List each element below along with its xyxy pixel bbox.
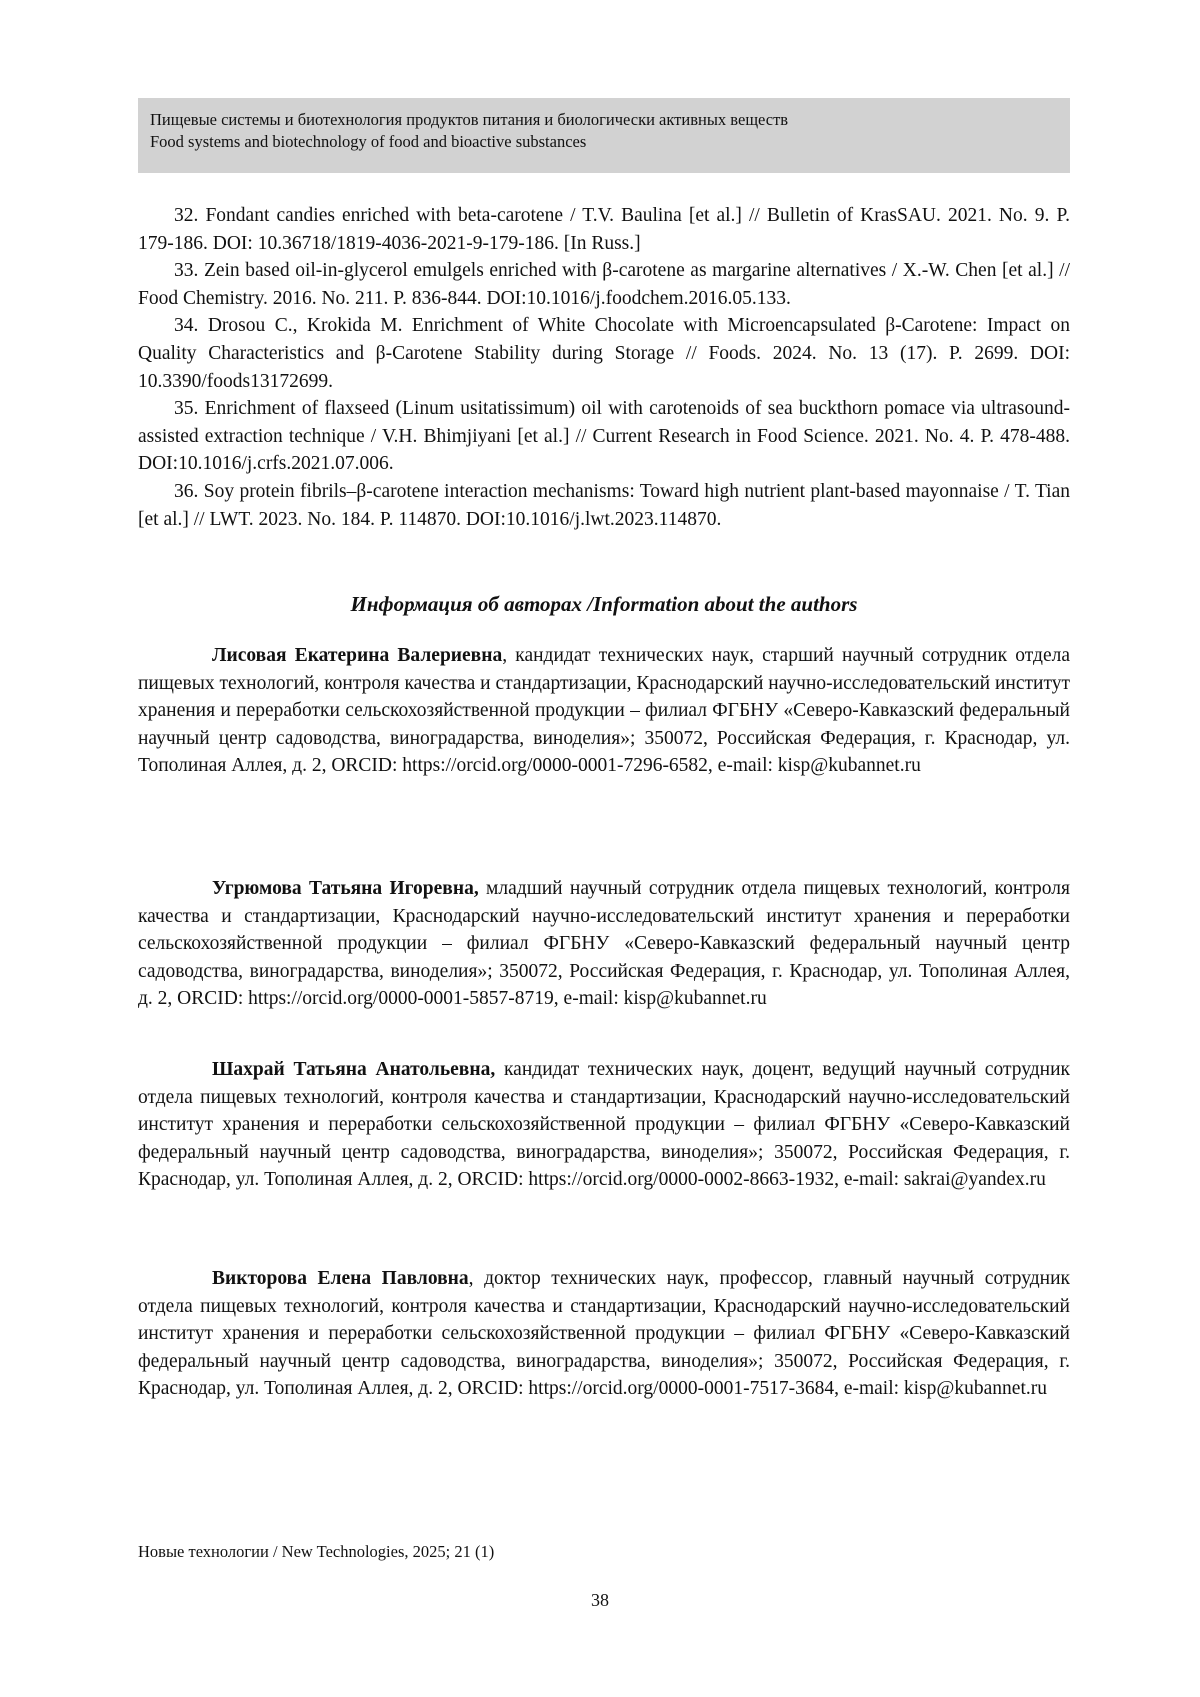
author-entry (138, 642, 1070, 780)
reference-item: 34. Drosou C., Krokida M. Enrichment of White Chocolate with Microencapsulated β-Carotene: Impact on Quality Characteristics and β-Carotene Stability during Storage // Foods. 2024. No. 13 (17). P. 2699. DOI: 10.3390/foods13172699. (138, 315, 1070, 392)
reference-item: 35. Enrichment of flaxseed (Linum usitatissimum) oil with carotenoids of sea buckthorn pomace via ultrasound-assisted extraction technique / V.H. Bhimjiyani [et al.] // Current Research in Food Science. 2021. No. 4. P. 478-488. DOI:10.1016/j.crfs.2021.07.006. (138, 398, 1070, 475)
authors-section-heading: Информация об авторах /Information about the authors (350, 592, 858, 616)
author-details: младший научный сотрудник отдела пищевых технологий, контроля качества и стандартизации, Краснодарский научно-исследовательский институт хранения и переработки сельскохозяйственной продукции – филиал ФГБНУ «Северо-Кавказский федеральный научный центр садоводства, виноградарства, виноделия»; 350072, Российская Федерация, г. Краснодар, ул. Тополиная Аллея, д. 2, ORCID: https://orcid.org/0000-0001-5857-8719, e-mail: kisp@kubannet.ru (138, 878, 1071, 1010)
author-entry (138, 875, 1070, 1013)
author-name: Угрюмова Татьяна Игоревна, (212, 878, 479, 899)
references-list (138, 202, 1070, 533)
author-details: кандидат технических наук, доцент, ведущий научный сотрудник отдела пищевых технологий, контроля качества и стандартизации, Краснодарский научно-исследовательский институт хранения и переработки сельскохозяйственной продукции – филиал ФГБНУ «Северо-Кавказский федеральный научный центр садоводства, виноградарства, виноделия»; 350072, Российская Федерация, г. Краснодар, ул. Тополиная Аллея, д. 2, ORCID: https://orcid.org/0000-0002-8663-1932, e-mail: sakrai@yandex.ru (138, 1059, 1070, 1191)
author-details: , кандидат технических наук, старший научный сотрудник отдела пищевых технологий, контроля качества и стандартизации, Краснодарский научно-исследовательский институт хранения и переработки сельскохозяйственной продукции – филиал ФГБНУ «Северо-Кавказский федеральный научный центр садоводства, виноградарства, виноделия»; 350072, Российская Федерация, г. Краснодар, ул. Тополиная Аллея, д. 2, ORCID: https://orcid.org/0000-0001-7296-6582, e-mail: kisp@kubannet.ru (138, 645, 1071, 777)
header-title-ru: Пищевые системы и биотехнология продуктов питания и биологически активных веществ (150, 110, 789, 129)
author-name: Лисовая Екатерина Валериевна (212, 645, 503, 666)
author-details: , доктор технических наук, профессор, главный научный сотрудник отдела пищевых технологий, контроля качества и стандартизации, Краснодарский научно-исследовательский институт хранения и переработки сельскохозяйственной продукции – филиал ФГБНУ «Северо-Кавказский федеральный научный центр садоводства, виноградарства, виноделия»; 350072, Российская Федерация, г. Краснодар, ул. Тополиная Аллея, д. 2, ORCID: https://orcid.org/0000-0001-7517-3684, e-mail: kisp@kubannet.ru (138, 1268, 1070, 1400)
journal-footer: Новые технологии / New Technologies, 2025; 21 (1) (138, 1542, 495, 1561)
author-entry (138, 1265, 1070, 1403)
author-name: Шахрай Татьяна Анатольевна, (212, 1059, 496, 1080)
author-entry (138, 1056, 1070, 1194)
author-name: Викторова Елена Павловна (212, 1268, 469, 1289)
reference-item: 36. Soy protein fibrils–β-carotene interaction mechanisms: Toward high nutrient plant-based mayonnaise / T. Tian [et al.] // LWT. 2023. No. 184. P. 114870. DOI:10.1016/j.lwt.2023.114870. (138, 480, 1070, 530)
page-number: 38 (591, 1590, 609, 1610)
running-header (138, 98, 1070, 173)
header-title-en: Food systems and biotechnology of food and bioactive substances (150, 132, 587, 151)
reference-item: 32. Fondant candies enriched with beta-carotene / T.V. Baulina [et al.] // Bulletin of KrasSAU. 2021. No. 9. P. 179-186. DOI: 10.36718/1819-4036-2021-9-179-186. [In Russ.] (138, 205, 1070, 254)
reference-item: 33. Zein based oil-in-glycerol emulgels enriched with β-carotene as margarine alternatives / X.-W. Chen [et al.] // Food Chemistry. 2016. No. 211. P. 836-844. DOI:10.1016/j.foodchem.2016.05.133. (138, 260, 1070, 309)
